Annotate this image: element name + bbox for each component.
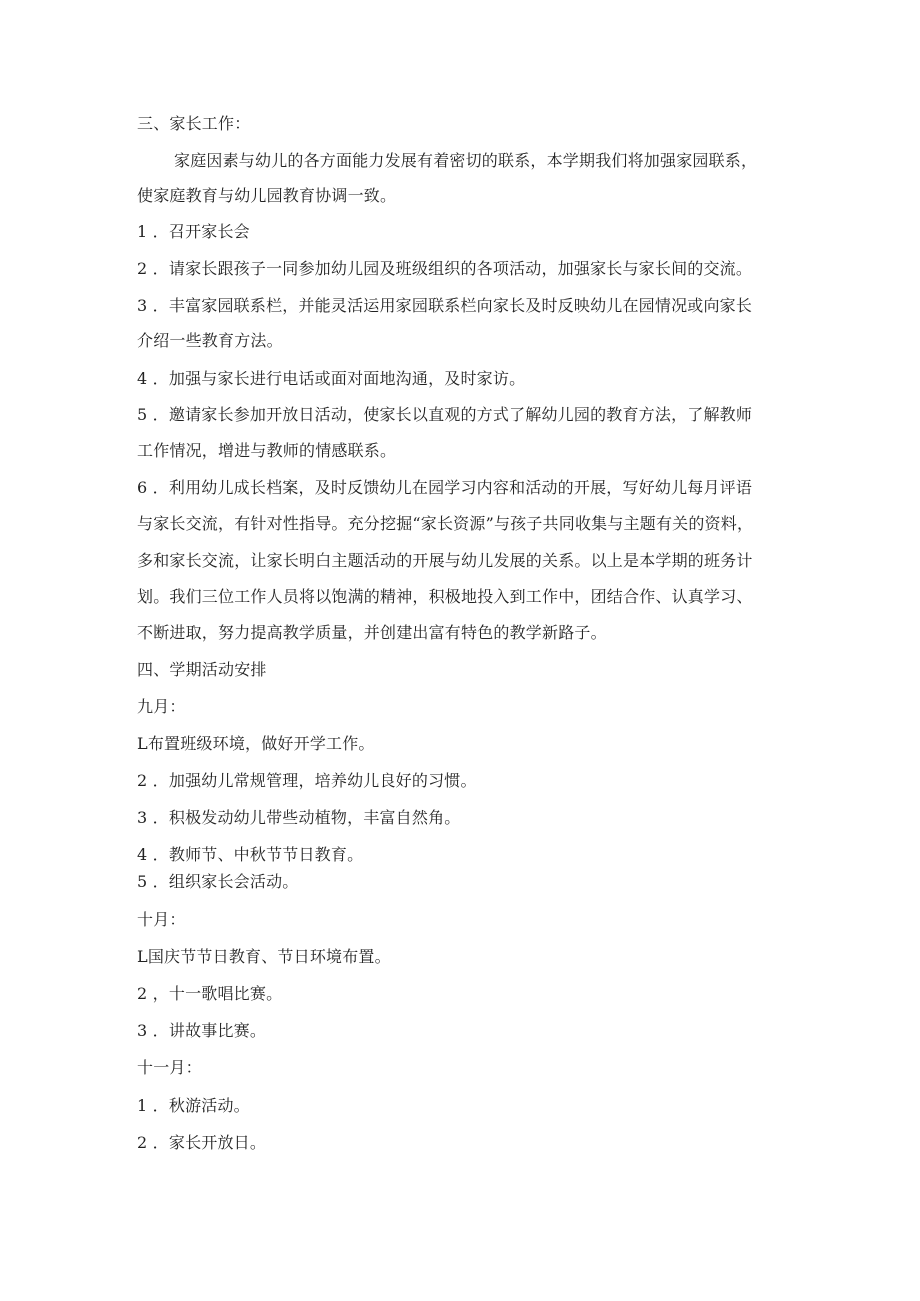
list-item: 1 ．召开家长会 (137, 222, 250, 241)
list-item: 5 ．邀请家长参加开放日活动，使家长以直观的方式了解幼儿园的教育方法，了解教师 (137, 405, 753, 424)
list-item: 4 ．教师节、中秋节节日教育。 (137, 845, 364, 864)
list-item: L国庆节节日教育、节日环境布置。 (137, 947, 391, 966)
paragraph-intro-line: 家庭因素与幼儿的各方面能力发展有着密切的联系，本学期我们将加强家园联系， (174, 151, 758, 170)
list-item-continuation: 工作情况，增进与教师的情感联系。 (137, 441, 397, 460)
list-item: 3 ．积极发动幼儿带些动植物，丰富自然角。 (137, 808, 461, 827)
list-item-continuation: 介绍一些教育方法。 (137, 331, 283, 350)
month-label-september: 九月： (137, 697, 186, 716)
list-item: 2 ，十一歌唱比赛。 (137, 984, 283, 1003)
list-item-continuation: 多和家长交流，让家长明白主题活动的开展与幼儿发展的关系。以上是本学期的班务计 (137, 551, 753, 570)
list-item: 2 ．家长开放日。 (137, 1133, 267, 1152)
list-item: 5 ．组织家长会活动。 (137, 872, 299, 891)
list-item: 6 ．利用幼儿成长档案，及时反馈幼儿在园学习内容和活动的开展，写好幼儿每月评语 (137, 478, 753, 497)
list-item: 1 ．秋游活动。 (137, 1096, 250, 1115)
month-label-october: 十月： (137, 910, 186, 929)
paragraph-intro-line: 使家庭教育与幼儿园教育协调一致。 (137, 186, 397, 205)
list-item: L布置班级环境，做好开学工作。 (137, 734, 375, 753)
list-item: 2 ．请家长跟孩子一同参加幼儿园及班级组织的各项活动，加强家长与家长间的交流。 (137, 259, 753, 278)
section-heading-activity-schedule: 四、学期活动安排 (137, 660, 267, 679)
list-item: 3 ．丰富家园联系栏，并能灵活运用家园联系栏向家长及时反映幼儿在园情况或向家长 (137, 296, 753, 315)
list-item-continuation: 划。我们三位工作人员将以饱满的精神，积极地投入到工作中，团结合作、认真学习、 (137, 587, 753, 606)
list-item: 4 ．加强与家长进行电话或面对面地沟通，及时家访。 (137, 369, 526, 388)
list-item-continuation: 与家长交流，有针对性指导。充分挖掘“家长资源”与孩子共同收集与主题有关的资料， (137, 514, 754, 533)
month-label-november: 十一月： (137, 1058, 202, 1077)
section-heading-parent-work: 三、家长工作： (137, 114, 251, 133)
list-item-continuation: 不断进取，努力提高教学质量，并创建出富有特色的教学新路子。 (137, 623, 607, 642)
list-item: 2 ．加强幼儿常规管理，培养幼儿良好的习惯。 (137, 771, 477, 790)
list-item: 3 ．讲故事比赛。 (137, 1021, 267, 1040)
